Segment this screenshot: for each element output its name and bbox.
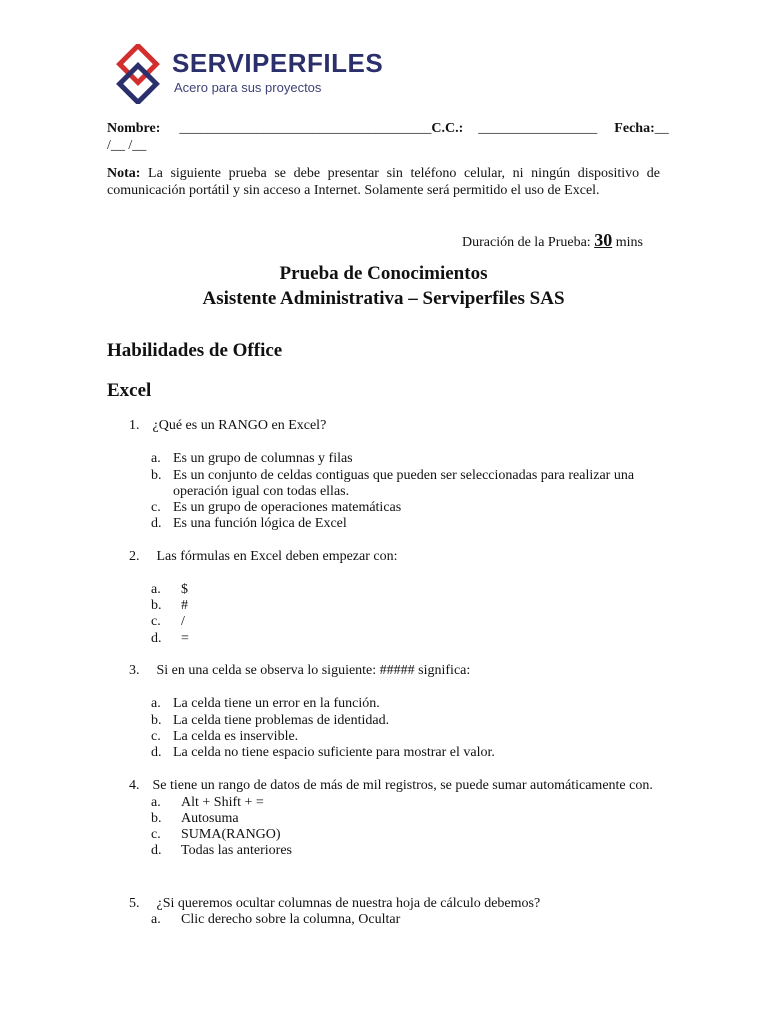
subsection-heading: Excel <box>107 380 152 401</box>
brand-name: SERVIPERFILES <box>172 48 384 78</box>
brand-tagline: Acero para sus proyectos <box>174 80 322 95</box>
cc-field[interactable]: _________________ <box>478 121 598 136</box>
question-text: ¿Si queremos ocultar columnas de nuestra hoja de cálculo debemos? <box>156 896 541 911</box>
question-1 <box>129 418 326 434</box>
student-info-line <box>107 121 669 137</box>
question-2 <box>129 549 398 565</box>
question-text: Se tiene un rango de datos de más de mil registros, se puede sumar automáticamente con. <box>152 778 653 793</box>
section-heading: Habilidades de Office <box>107 340 283 361</box>
question-number: 5. <box>129 896 140 911</box>
company-logo <box>110 44 400 104</box>
question-number: 3. <box>129 663 140 678</box>
question-text: Las fórmulas en Excel deben empezar con: <box>156 549 398 564</box>
exam-title: Prueba de Conocimientos <box>279 263 488 284</box>
question-number: 1. <box>129 418 140 433</box>
duration-unit: mins <box>612 235 643 250</box>
nombre-label: Nombre: <box>107 121 161 136</box>
question-4 <box>129 778 653 794</box>
note-text: La siguiente prueba se debe presentar sin teléfono celular, ni ningún dispositivo de comunicación portátil y sin acceso a Internet. Solamente será permitido el uso de Excel. <box>107 166 660 198</box>
question-number: 4. <box>129 778 140 793</box>
question-5 <box>129 896 540 912</box>
serviperfiles-logo-icon <box>110 44 166 104</box>
note-label: Nota: <box>107 166 141 181</box>
exam-page: SERVIPERFILES Acero para sus proyectos Nombre: ____________________________________C.C.: _________________ Fecha:__ /__ /__ Nota: La siguiente prueba se debe presentar sin teléfono celular, ni ningún dispositivo de comunicación portátil y sin acceso a Internet. Solamente será permitido el uso de Excel. Duración de la Prueba: 30 mins Prueba de Conocimientos Asistente Administrativa – Serviperfiles SAS Habilidades de Office Excel 1. ¿Qué es un RANGO en Excel? a. Es un grupo de columnas y filas b. Es un conjunto de celdas contiguas que pueden ser seleccionadas para realizar una operación igual con todas ellas. c. Es un grupo de operaciones matemáticas d. Es una función lógica de Excel 2. Las fórmulas en Excel deben empezar con: a. $ b. # c. / d. = 3. Si en una celda se observa lo siguiente: ##### significa: a. La celda tiene un error en la función. b. La celda tiene problemas de identidad. c. La celda es inservible. d. La celda no tiene espacio suficiente para mostrar el valor. 4. Se tiene un rango de datos de más de mil registros, se puede sumar automáticamente con. a. Alt + Shift + = b. Autosuma c. SUMA(RANGO) d. Todas las anteriores 5. ¿Si queremos ocultar columnas de nuestra hoja de cálculo debemos? a. Clic derecho sobre la columna, Ocultar <box>0 0 768 1024</box>
question-text: ¿Qué es un RANGO en Excel? <box>152 418 327 433</box>
question-text: Si en una celda se observa lo siguiente: ##### significa: <box>156 663 471 678</box>
fecha-label: Fecha: <box>614 121 655 136</box>
exam-note <box>107 165 660 199</box>
exam-duration <box>462 230 643 251</box>
fecha-field-day[interactable]: __ <box>654 121 669 136</box>
cc-label: C.C.: <box>431 121 464 136</box>
nombre-field[interactable]: ____________________________________ <box>179 121 432 136</box>
question-number: 2. <box>129 549 140 564</box>
duration-label: Duración de la Prueba: <box>462 235 595 250</box>
duration-value: 30 <box>594 230 613 250</box>
question-3 <box>129 663 470 679</box>
fecha-field-month-year[interactable]: /__ /__ <box>107 138 147 153</box>
exam-subtitle: Asistente Administrativa – Serviperfiles SAS <box>202 288 565 309</box>
